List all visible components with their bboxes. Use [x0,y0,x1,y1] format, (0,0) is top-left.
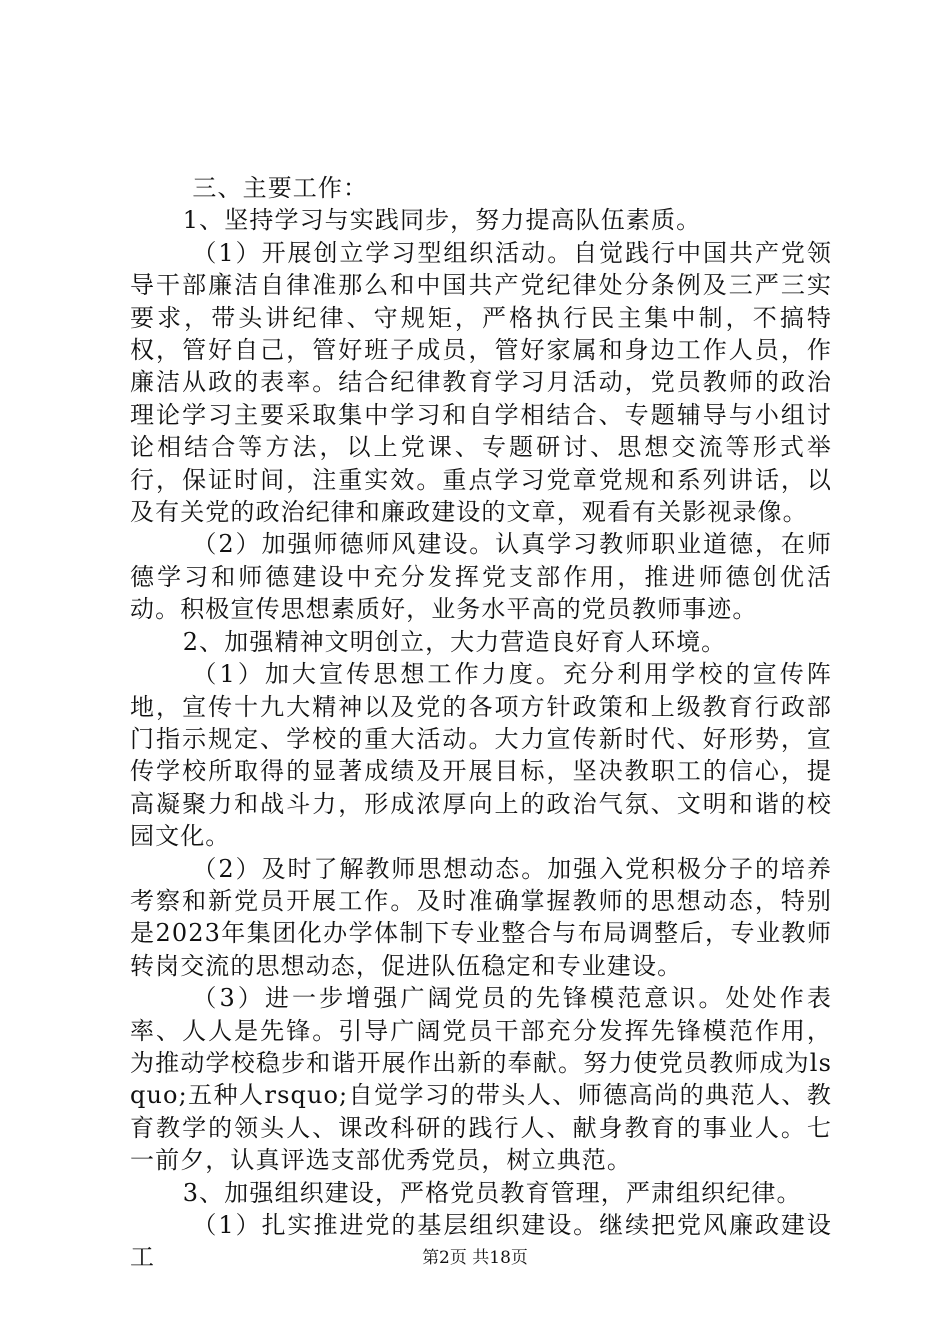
paragraph: （1）加大宣传思想工作力度。充分利用学校的宣传阵地，宣传十九大精神以及党的各项方针政策和上级教育行政部门指示规定、学校的重大活动。大力宣传新时代、好形势，宣传学校所取得的显著成绩及开展目标，坚决教职工的信心，提高凝聚力和战斗力，形成浓厚向上的政治气氛、文明和谐的校园文化。 [130,660,832,851]
paragraph: （1）扎实推进党的基层组织建设。继续把党风廉政建设工 [130,1211,832,1272]
paragraph: （2）及时了解教师思想动态。加强入党积极分子的培养考察和新党员开展工作。及时准确掌握教师的思想动态，特别是2023年集团化办学体制下专业整合与布局调整后，专业教师转岗交流的思想动态，促进队伍稳定和专业建设。 [130,854,832,980]
paragraph: （3）进一步增强广阔党员的先锋模范意识。处处作表率、人人是先锋。引导广阔党员干部充分发挥先锋模范作用，为推动学校稳步和谐开展作出新的奉献。努力使党员教师成为lsquo;五种人rsquo;自觉学习的带头人、师德高尚的典范人、教育教学的领头人、课改科研的践行人、献身教育的事业人。七一前夕，认真评选支部优秀党员，树立典范。 [130,984,832,1175]
subsection-heading: 3、加强组织建设，严格党员教育管理，严肃组织纪律。 [182,1178,802,1207]
subsection-heading: 1、坚持学习与实践同步，努力提高队伍素质。 [182,206,702,235]
subsection-heading: 2、加强精神文明创立，大力营造良好育人环境。 [182,627,727,656]
page-number-footer: 第2页 共18页 [422,1248,528,1268]
paragraph: （1）开展创立学习型组织活动。自觉践行中国共产党领导干部廉洁自律准那么和中国共产党纪律处分条例及三严三实要求，带头讲纪律、守规矩，严格执行民主集中制，不搞特权，管好自己，管好班子成员，管好家属和身边工作人员，作廉洁从政的表率。结合纪律教育学习月活动，党员教师的政治理论学习主要采取集中学习和自学相结合、专题辅导与小组讨论相结合等方法，以上党课、专题研讨、思想交流等形式举行，保证时间，注重实效。重点学习党章党规和系列讲话，以及有关党的政治纪律和廉政建设的文章，观看有关影视录像。 [130,238,832,527]
document-body [130,172,832,1274]
section-heading: 三、主要工作： [192,174,369,202]
paragraph: （2）加强师德师风建设。认真学习教师职业道德，在师德学习和师德建设中充分发挥党支部作用，推进师德创优活动。积极宣传思想素质好，业务水平高的党员教师事迹。 [130,530,832,624]
